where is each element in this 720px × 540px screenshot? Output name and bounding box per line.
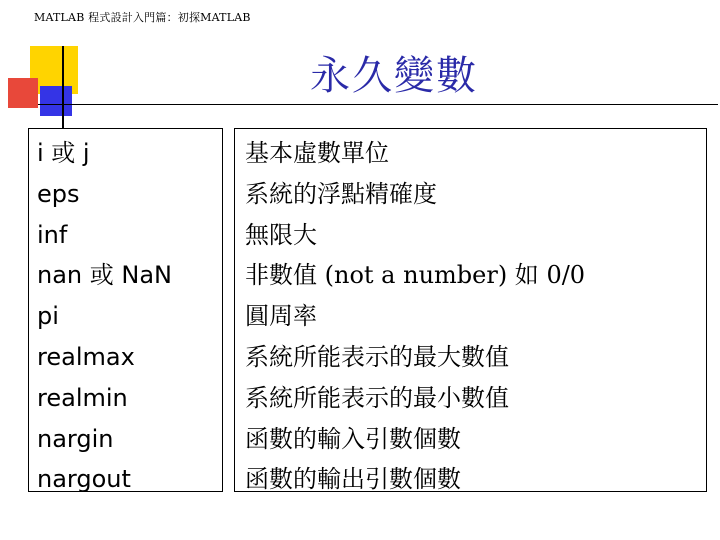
slide-title: 永久變數 [310,53,478,99]
decor-blue-square [40,86,72,116]
variable-name: nan 或 NaN [37,261,172,290]
variable-name: eps [37,179,80,208]
slide-header: MATLAB 程式設計入門篇：初探MATLAB [34,11,251,24]
decor-red-square [8,78,38,108]
variable-descriptions-box [234,128,707,492]
decor-vertical-line [62,46,64,128]
decor-horizontal-line [38,104,718,105]
variable-description: 函數的輸入引數個數 [245,424,461,453]
variable-name: nargin [37,424,114,453]
variable-description: 系統的浮點精確度 [245,179,437,208]
variable-names-box [28,128,223,492]
variable-name: nargout [37,465,131,494]
variable-description: 非數值 (not a number) 如 0/0 [245,261,586,290]
variable-name: i 或 j [37,139,90,167]
variable-name: realmax [37,342,135,371]
variable-name: realmin [37,383,128,412]
variable-description: 圓周率 [245,302,317,331]
variable-name: inf [37,220,68,249]
variable-description: 系統所能表示的最小數值 [245,383,509,412]
variable-description: 無限大 [245,220,317,249]
variable-name: pi [37,302,59,331]
variable-description: 基本虛數單位 [245,139,389,167]
variable-description: 系統所能表示的最大數值 [245,342,509,371]
variable-description: 函數的輸出引數個數 [245,465,461,494]
